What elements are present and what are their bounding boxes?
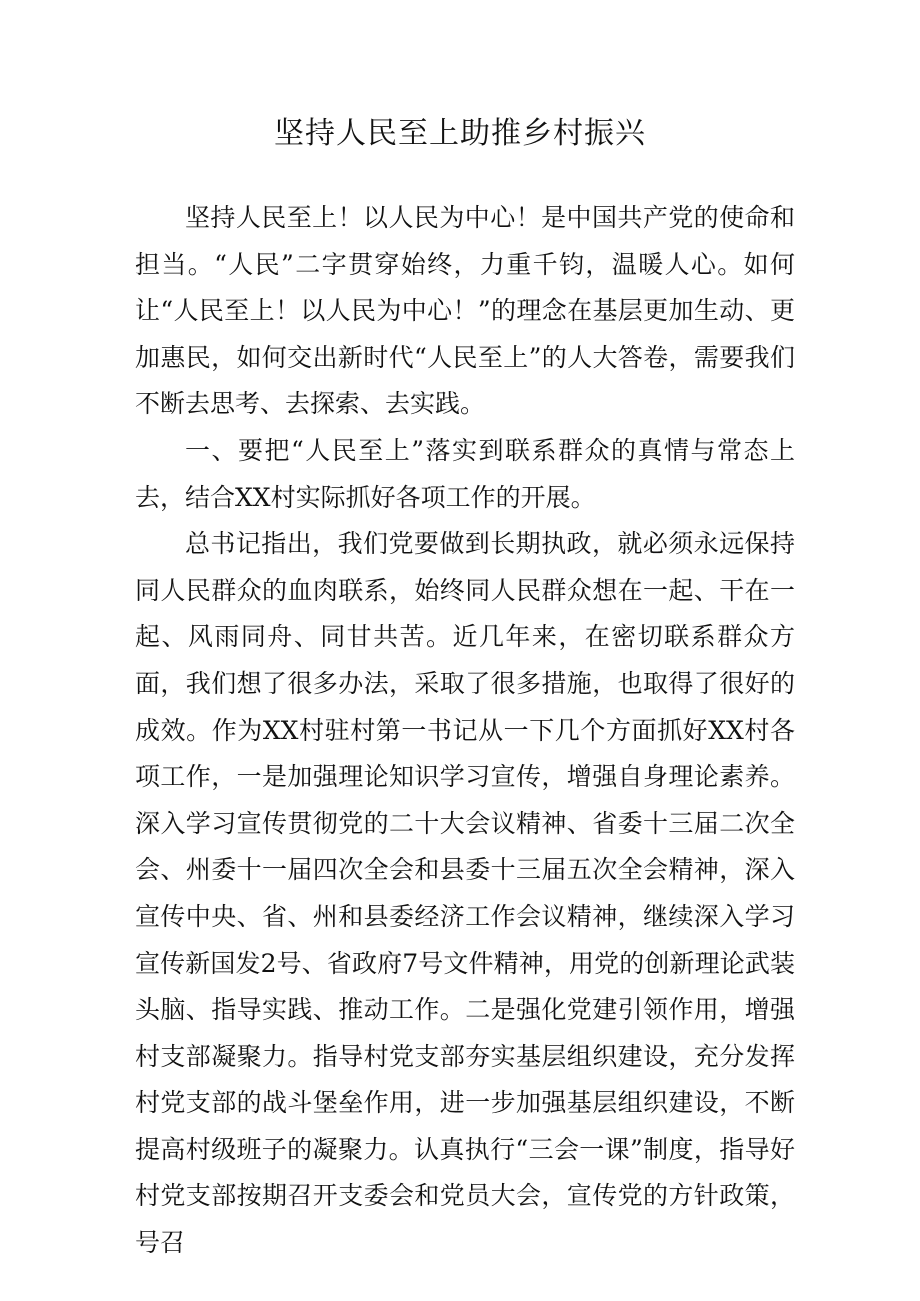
paragraph-main: 总书记指出，我们党要做到长期执政，就必须永远保持同人民群众的血肉联系，始终同人民群众想在一起、干在一起、风雨同舟、同甘共苦。近几年来，在密切联系群众方面，我们想了很多办法，采取了很多措施，也取得了很好的成效。作为XX村驻村第一书记从一下几个方面抓好XX村各项工作，一是加强理论知识学习宣传，增强自身理论素养。深入学习宣传贯彻党的二十大会议精神、省委十三届二次全会、州委十一届四次全会和县委十三届五次全会精神，深入宣传中央、省、州和县委经济工作会议精神，继续深入学习宣传新国发2号、省政府7号文件精神，用党的创新理论武装头脑、指导实践、推动工作。二是强化党建引领作用，增强村支部凝聚力。指导村党支部夯实基层组织建设，充分发挥村党支部的战斗堡垒作用，进一步加强基层组织建设，不断提高村级班子的凝聚力。认真执行“三会一课”制度，指导好村党支部按期召开支委会和党员大会，宣传党的方针政策，号召	[135, 529, 795, 1258]
document-body	[135, 195, 795, 1267]
document-title: 坚持人民至上助推乡村振兴	[274, 116, 646, 151]
paragraph-section-heading: 一、要把“人民至上”落实到联系群众的真情与常态上去，结合XX村实际抓好各项工作的开展。	[135, 435, 795, 512]
paragraph-intro: 坚持人民至上！以人民为中心！是中国共产党的使命和担当。“人民”二字贯穿始终，力重千钧，温暖人心。如何让“人民至上！以人民为中心！”的理念在基层更加生动、更加惠民，如何交出新时代“人民至上”的人大答卷，需要我们不断去思考、去探索、去实践。	[135, 203, 795, 419]
